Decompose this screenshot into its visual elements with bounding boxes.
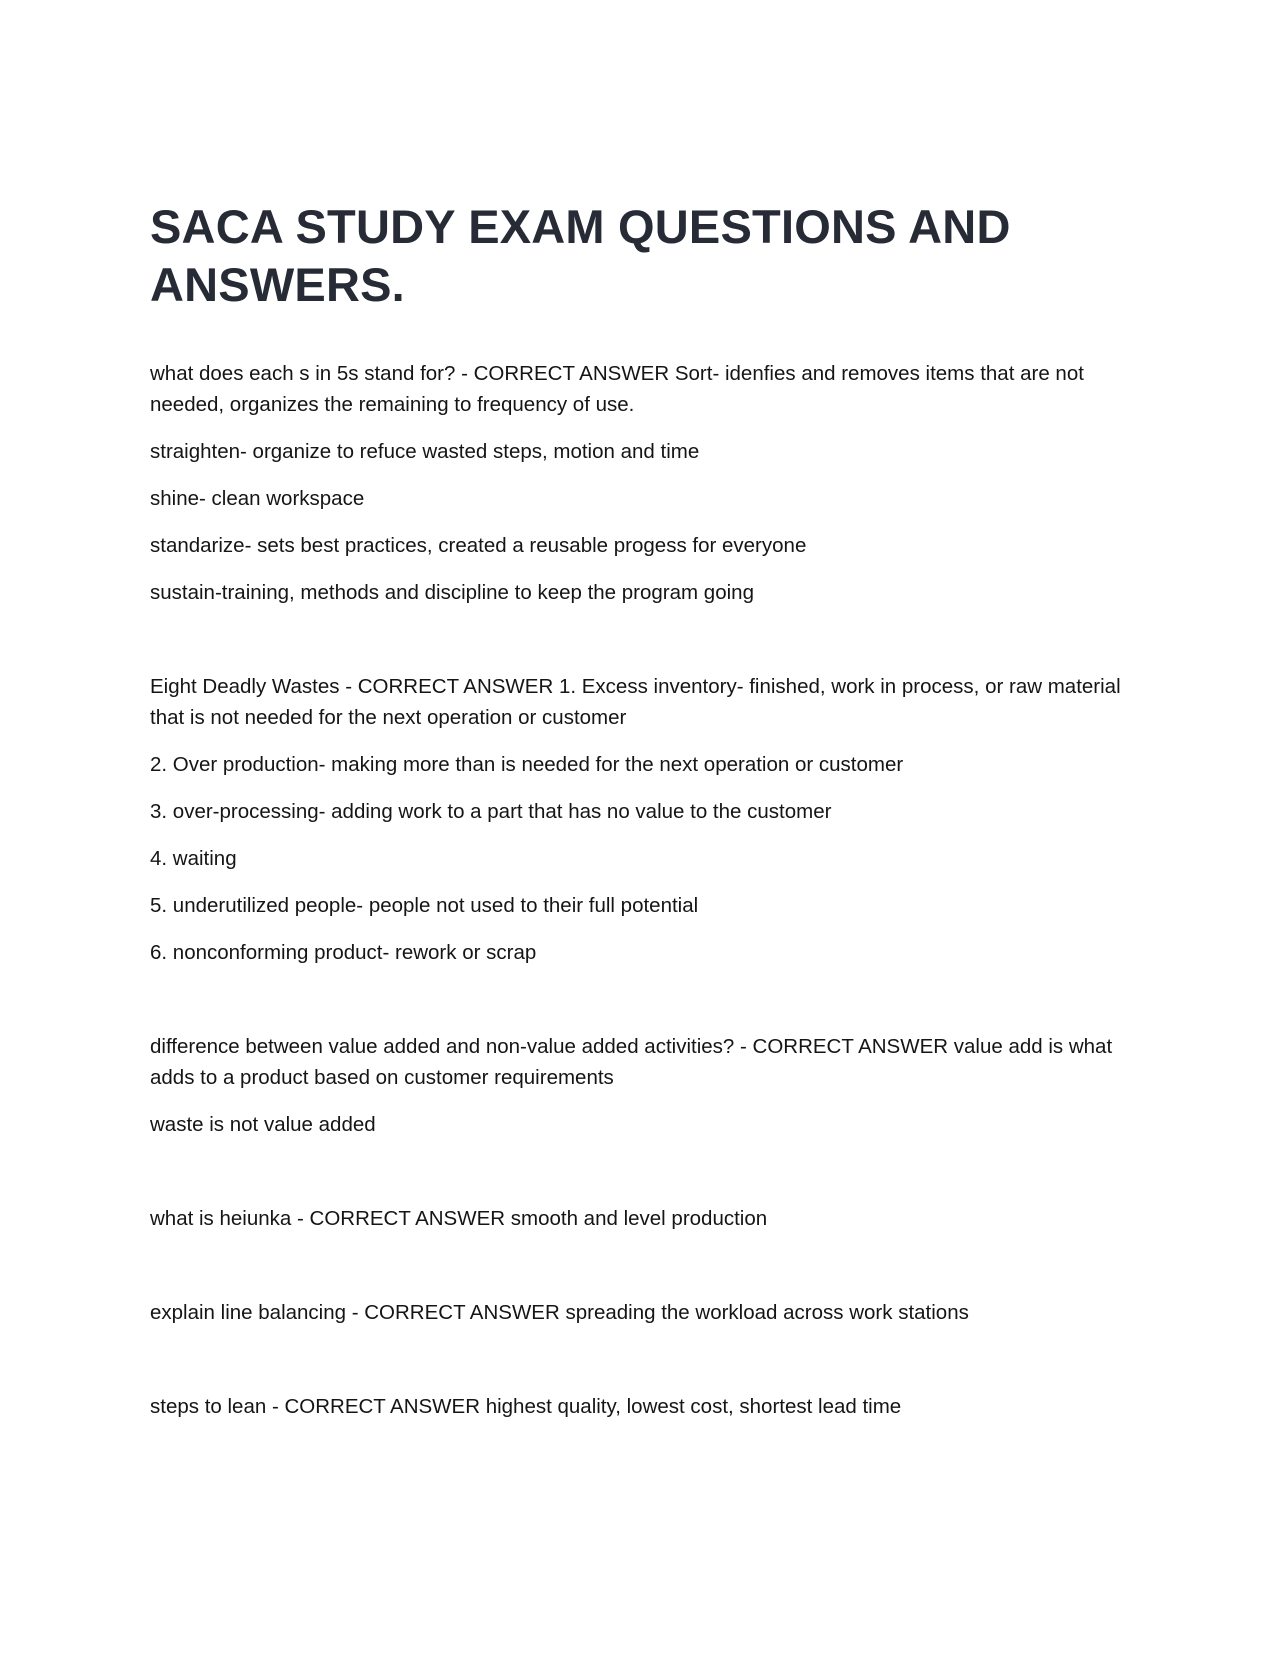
document-title: SACA STUDY EXAM QUESTIONS AND ANSWERS. <box>150 200 1011 311</box>
paragraph: steps to lean - CORRECT ANSWER highest quality, lowest cost, shortest lead time <box>150 1395 902 1418</box>
paragraph: 6. nonconforming product- rework or scrap <box>150 941 537 964</box>
qa-block-line-balancing <box>150 1297 1130 1328</box>
paragraph: 4. waiting <box>150 847 237 870</box>
paragraph: what is heiunka - CORRECT ANSWER smooth and level production <box>150 1207 768 1230</box>
qa-block-5s <box>150 358 1130 608</box>
qa-block-eight-deadly-wastes <box>150 671 1130 968</box>
section-gap <box>150 984 1130 1031</box>
qa-block-steps-to-lean <box>150 1391 1130 1422</box>
qa-block-value-added <box>150 1031 1130 1140</box>
document-body <box>150 358 1130 1438</box>
qa-block-heiunka <box>150 1203 1130 1234</box>
paragraph: 5. underutilized people- people not used to their full potential <box>150 894 699 917</box>
paragraph: straighten- organize to refuce wasted steps, motion and time <box>150 440 700 463</box>
paragraph: sustain-training, methods and discipline to keep the program going <box>150 581 754 604</box>
section-gap <box>150 1250 1130 1297</box>
paragraph: waste is not value added <box>150 1113 376 1136</box>
paragraph: Eight Deadly Wastes - CORRECT ANSWER 1. Excess inventory- finished, work in process, or raw material that is not needed for the next operation or customer <box>150 675 1121 729</box>
section-gap <box>150 1156 1130 1203</box>
paragraph: difference between value added and non-value added activities? - CORRECT ANSWER value add is what adds to a product based on customer requirements <box>150 1035 1113 1089</box>
section-gap <box>150 1344 1130 1391</box>
paragraph: standarize- sets best practices, created a reusable progess for everyone <box>150 534 807 557</box>
paragraph: 2. Over production- making more than is needed for the next operation or customer <box>150 753 904 776</box>
paragraph: what does each s in 5s stand for? - CORRECT ANSWER Sort- idenfies and removes items that are not needed, organizes the remaining to frequency of use. <box>150 362 1084 416</box>
paragraph: shine- clean workspace <box>150 487 365 510</box>
paragraph: 3. over-processing- adding work to a part that has no value to the customer <box>150 800 832 823</box>
section-gap <box>150 624 1130 671</box>
paragraph: explain line balancing - CORRECT ANSWER spreading the workload across work stations <box>150 1301 969 1324</box>
